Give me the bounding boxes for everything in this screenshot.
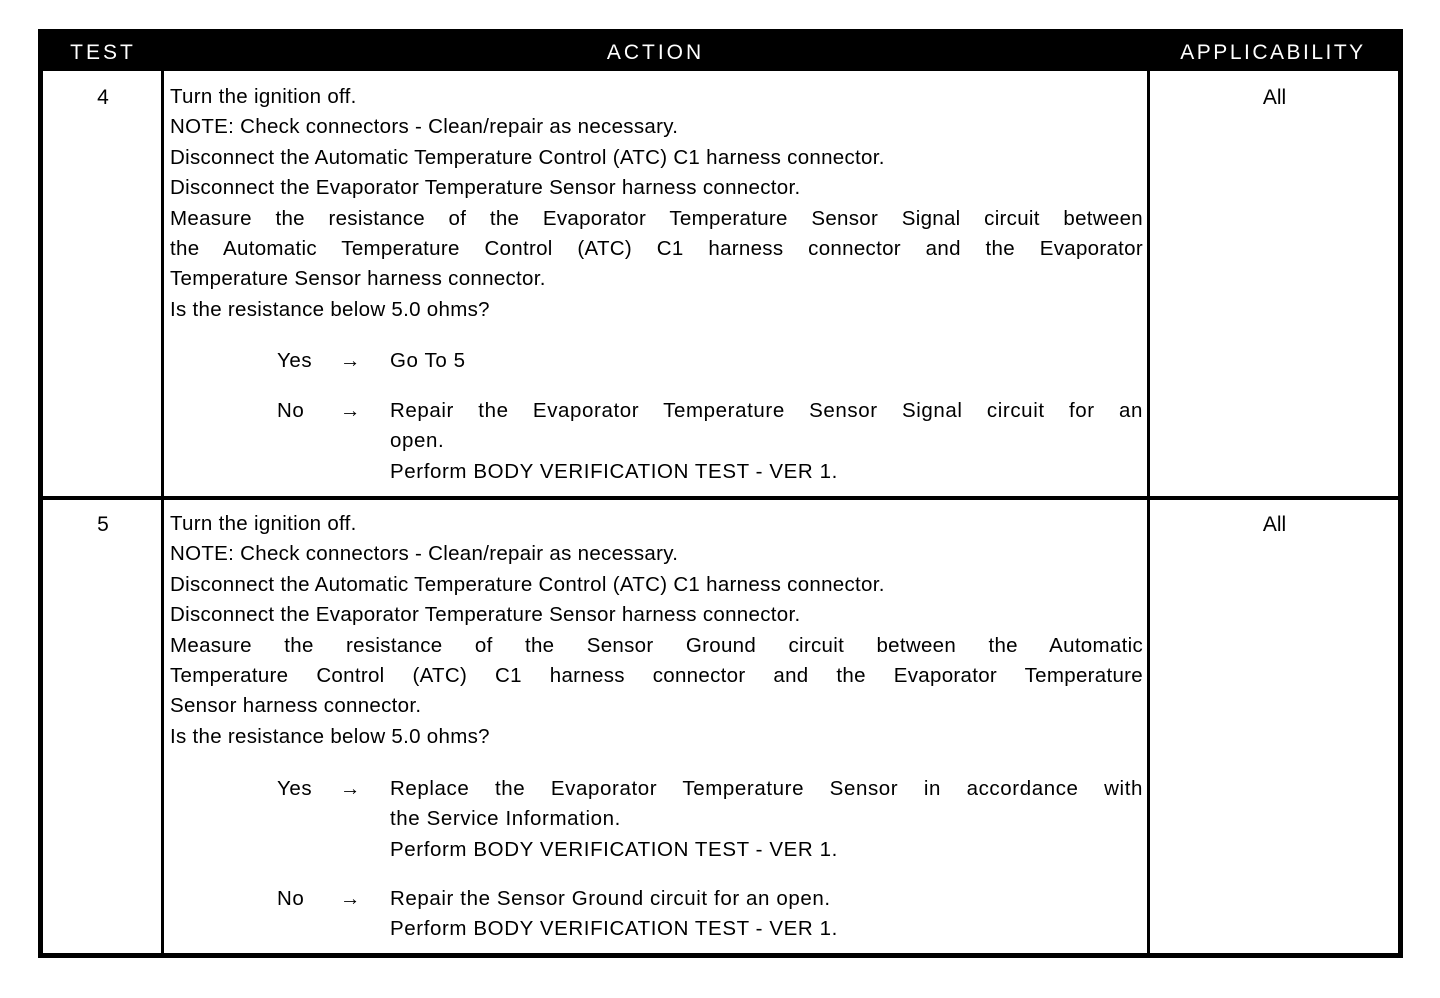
note-line: NOTE: Check connectors - Clean/repair as necessary. xyxy=(170,115,679,139)
yes-label: Yes xyxy=(277,777,313,800)
no-result xyxy=(390,884,1143,945)
action-line: Temperature Control (ATC) C1 harness connector and the Evaporator Temperature xyxy=(170,664,1143,688)
action-line: Disconnect the Automatic Temperature Control (ATC) C1 harness connector. xyxy=(170,572,885,596)
arrow-icon: → xyxy=(340,349,362,372)
action-line: Temperature Sensor harness connector. xyxy=(170,267,546,291)
arrow-icon: → xyxy=(340,399,362,422)
applicability-value: All xyxy=(1262,513,1287,536)
result-line: Repair the Evaporator Temperature Sensor Signal circuit for an xyxy=(390,399,1143,422)
question-line: Is the resistance below 5.0 ohms? xyxy=(170,297,490,321)
header-applicability: APPLICABILITY xyxy=(1180,41,1366,64)
action-line: Measure the resistance of the Sensor Ground circuit between the Automatic xyxy=(170,633,1143,657)
header-test: TEST xyxy=(70,41,136,64)
yes-result xyxy=(390,774,1143,865)
action-line: Sensor harness connector. xyxy=(170,694,422,718)
action-steps xyxy=(170,509,1143,752)
result-line: Perform BODY VERIFICATION TEST - VER 1. xyxy=(390,917,838,941)
test-number: 5 xyxy=(97,513,109,536)
note-line: NOTE: Check connectors - Clean/repair as necessary. xyxy=(170,542,679,566)
result-line: the Service Information. xyxy=(390,807,621,831)
yes-result xyxy=(390,346,1143,376)
result-line: Go To 5 xyxy=(390,349,466,372)
applicability-value: All xyxy=(1262,86,1287,109)
no-result xyxy=(390,396,1143,487)
result-line: open. xyxy=(390,429,445,453)
diagnostic-test-table xyxy=(38,29,1403,958)
yes-label: Yes xyxy=(277,349,313,372)
action-line: Disconnect the Evaporator Temperature Sensor harness connector. xyxy=(170,176,801,200)
action-line: Turn the ignition off. xyxy=(170,512,357,535)
no-label: No xyxy=(277,887,305,910)
column-divider xyxy=(161,71,164,953)
arrow-icon: → xyxy=(340,887,362,910)
action-line: Disconnect the Evaporator Temperature Sensor harness connector. xyxy=(170,603,801,627)
result-line: Perform BODY VERIFICATION TEST - VER 1. xyxy=(390,837,838,861)
action-line: Turn the ignition off. xyxy=(170,85,357,108)
result-line: Replace the Evaporator Temperature Sensor in accordance with xyxy=(390,777,1143,800)
header-action: ACTION xyxy=(606,41,705,64)
row-divider xyxy=(43,496,1398,500)
result-line: Repair the Sensor Ground circuit for an open. xyxy=(390,887,831,910)
action-steps xyxy=(170,82,1143,325)
action-line: Measure the resistance of the Evaporator Temperature Sensor Signal circuit between xyxy=(170,206,1143,230)
result-line: Perform BODY VERIFICATION TEST - VER 1. xyxy=(390,459,838,483)
action-line: the Automatic Temperature Control (ATC) C1 harness connector and the Evaporator xyxy=(170,237,1143,261)
column-divider xyxy=(1147,71,1150,953)
action-line: Disconnect the Automatic Temperature Control (ATC) C1 harness connector. xyxy=(170,145,885,169)
no-label: No xyxy=(277,399,305,422)
test-number: 4 xyxy=(97,86,109,109)
question-line: Is the resistance below 5.0 ohms? xyxy=(170,724,490,748)
arrow-icon: → xyxy=(340,777,362,800)
table-header xyxy=(43,34,1398,71)
